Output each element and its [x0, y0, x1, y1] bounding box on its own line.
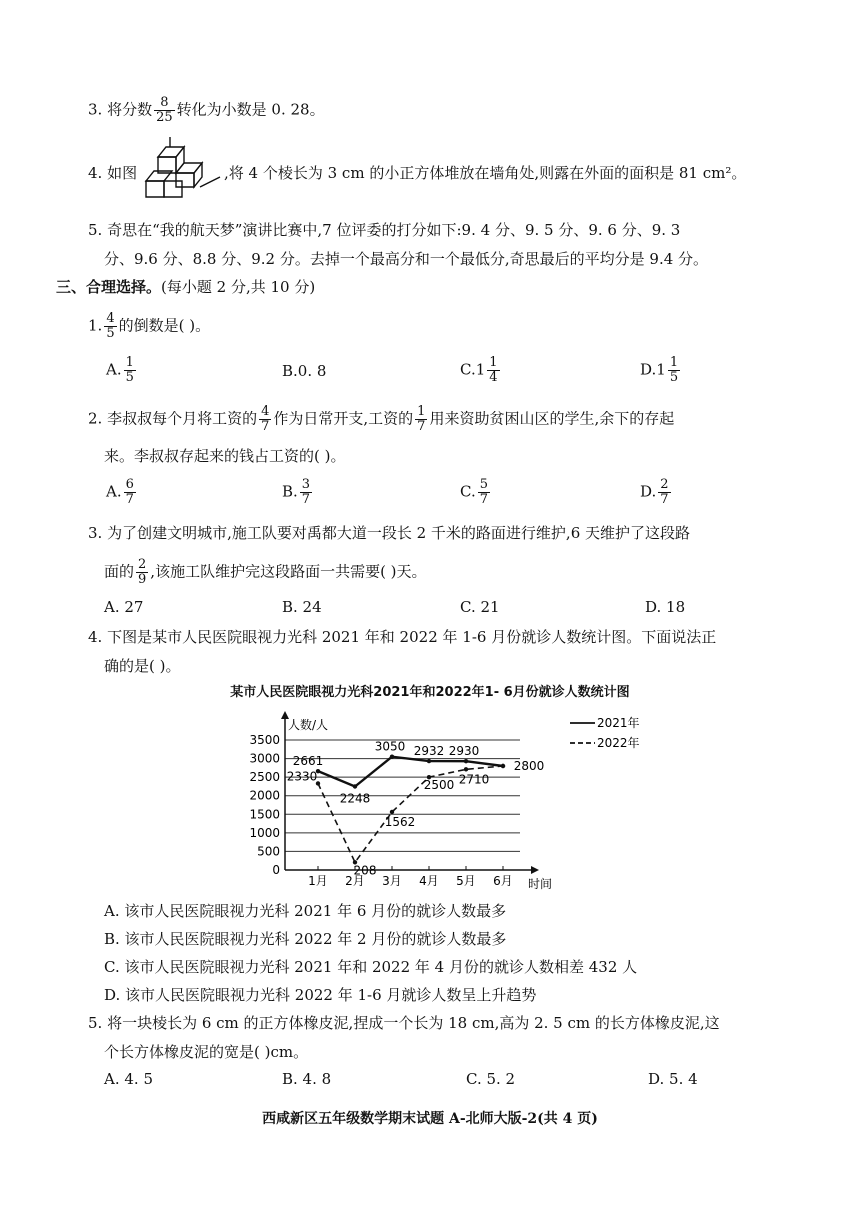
y-axis-label: 人数/人: [288, 718, 329, 732]
q2-stem-line1: [88, 405, 674, 434]
x-tick-label: 5月: [456, 874, 476, 888]
q1-option-b[interactable]: [282, 361, 326, 381]
q5-option-c[interactable]: C. 5. 2: [466, 1070, 516, 1088]
data-point: [427, 759, 431, 763]
q3-text-a: 面的: [104, 562, 135, 581]
option-label: B.: [282, 362, 298, 380]
q5-option-b[interactable]: B. 4. 8: [282, 1070, 332, 1088]
data-point: [390, 755, 394, 759]
q4-stem-line2: 确的是( )。: [104, 657, 181, 675]
numerator: 4: [106, 311, 115, 326]
q4-option-a[interactable]: A. 该市人民医院眼视力光科 2021 年 6 月份的就诊人数最多: [104, 902, 507, 920]
denominator: 9: [138, 572, 147, 587]
denominator: 7: [660, 492, 669, 507]
data-label: 2248: [339, 791, 371, 806]
q4-option-c[interactable]: C. 该市人民医院眼视力光科 2021 年和 2022 年 4 月份的就诊人数相差 432 人: [104, 958, 638, 976]
fraction: [478, 478, 490, 507]
q2-option-b[interactable]: [282, 478, 314, 507]
data-label: 3050: [374, 739, 406, 754]
numerator: 6: [125, 477, 134, 492]
denominator: 7: [301, 492, 311, 507]
line-chart: [230, 705, 670, 895]
mixed-whole: 1: [656, 360, 666, 379]
data-label: 2661: [292, 754, 324, 769]
q2-option-d[interactable]: [640, 478, 673, 507]
q1-text: 的倒数是( )。: [118, 316, 211, 335]
option-label: D.: [640, 482, 657, 501]
data-label: 1562: [384, 814, 416, 829]
q4-stem-line1: 4. 下图是某市人民医院眼视力光科 2021 年和 2022 年 1-6 月份就诊人数统计图。下面说法正: [88, 628, 717, 646]
option-label: C.: [460, 482, 476, 501]
y-tick-label: 1500: [249, 807, 280, 822]
x-tick-label: 4月: [419, 874, 439, 888]
fraction: [104, 312, 116, 341]
judge-q3-post: 转化为小数是 0. 28。: [176, 100, 325, 119]
numerator: 4: [261, 404, 270, 419]
fraction: [136, 558, 148, 587]
data-point: [390, 810, 394, 814]
q1-stem: [88, 312, 210, 341]
denominator: 25: [156, 110, 173, 125]
q3-text-b: ,该施工队维护完这段路面一共需要( )天。: [150, 562, 427, 581]
q4-option-d[interactable]: D. 该市人民医院眼视力光科 2022 年 1-6 月就诊人数呈上升趋势: [104, 986, 537, 1004]
q3-stem-line2: [104, 558, 427, 587]
q2-text-c: 用来资助贫困山区的学生,余下的存起: [429, 409, 675, 428]
fraction: [487, 356, 499, 385]
judge-q4-pre: 4. 如图: [88, 164, 138, 182]
section-title: [56, 277, 315, 297]
q2-option-c[interactable]: [460, 478, 492, 507]
q2-text-a: 2. 李叔叔每个月将工资的: [88, 409, 258, 428]
q5-option-d[interactable]: D. 5. 4: [648, 1070, 698, 1088]
denominator: 7: [261, 419, 270, 434]
fraction: [668, 356, 680, 385]
option-label: A.: [106, 482, 122, 501]
data-label: 2800: [513, 759, 545, 773]
option-label: B.: [282, 482, 298, 501]
denominator: 5: [669, 370, 679, 385]
denominator: 4: [489, 370, 498, 385]
judge-q3-pre: 3. 将分数: [88, 100, 153, 119]
numerator: 1: [125, 355, 134, 370]
fraction: [259, 405, 271, 434]
judge-q5-line1: 5. 奇思在“我的航天梦”演讲比赛中,7 位评委的打分如下:9. 4 分、9. 5 分、9. 6 分、9. 3: [88, 221, 681, 239]
legend-label: 2022年: [597, 736, 640, 750]
data-label: 2710: [458, 772, 490, 787]
x-tick-label: 1月: [308, 874, 328, 888]
q3-option-c[interactable]: C. 21: [460, 598, 500, 616]
y-tick-label: 3500: [249, 733, 280, 747]
q1-number: 1.: [88, 316, 103, 335]
denominator: 7: [479, 492, 488, 507]
numerator: 1: [669, 355, 679, 370]
option-label: C.: [460, 360, 476, 379]
numerator: 2: [138, 557, 147, 572]
mixed-whole: 1: [475, 360, 486, 379]
judge-q4-text: ,将 4 个棱长为 3 cm 的小正方体堆放在墙角处,则露在外面的面积是 81 cm²。: [224, 164, 747, 182]
x-axis-label: 时间: [528, 877, 553, 891]
fraction: [154, 96, 175, 125]
data-label: 2500: [423, 778, 455, 793]
chart-title: 某市人民医院眼视力光科2021年和2022年1- 6月份就诊人数统计图: [230, 685, 630, 700]
x-tick-label: 2月: [345, 874, 365, 888]
q1-option-d[interactable]: [640, 356, 682, 385]
q1-option-a[interactable]: [106, 356, 138, 385]
cube-stack-figure: [140, 135, 222, 199]
y-tick-label: 0: [272, 863, 280, 877]
data-point: [464, 759, 468, 763]
denominator: 5: [106, 326, 115, 341]
judge-q5-line2: 分、9.6 分、8.8 分、9.2 分。去掉一个最高分和一个最低分,奇思最后的平均分是 9.4 分。: [104, 250, 709, 268]
x-axis-arrow: [531, 866, 539, 874]
fraction: [415, 405, 427, 434]
q4-option-b[interactable]: B. 该市人民医院眼视力光科 2022 年 2 月份的就诊人数最多: [104, 930, 507, 948]
fraction: [300, 478, 312, 507]
option-label: A.: [106, 360, 122, 379]
q5-stem-line2: 个长方体橡皮泥的宽是( )cm。: [104, 1043, 309, 1061]
y-tick-label: 2000: [249, 788, 280, 803]
numerator: 5: [479, 477, 488, 492]
judge-q3: [88, 96, 325, 125]
denominator: 5: [125, 370, 134, 385]
y-tick-label: 500: [257, 844, 280, 859]
q5-stem-line1: 5. 将一块棱长为 6 cm 的正方体橡皮泥,捏成一个长为 18 cm,高为 2. 5 cm 的长方体橡皮泥,这: [88, 1014, 720, 1032]
numerator: 1: [417, 404, 426, 419]
data-label: 2330: [286, 769, 318, 784]
page-footer: 西咸新区五年级数学期末试题 A-北师大版-2(共 4 页): [262, 1111, 598, 1127]
data-label: 2930: [448, 744, 480, 759]
fraction: [658, 478, 670, 507]
q2-text-b: 作为日常开支,工资的: [273, 409, 414, 428]
legend-label: 2021年: [597, 716, 640, 730]
q3-option-a[interactable]: A. 27: [104, 598, 144, 616]
data-point: [353, 784, 357, 788]
denominator: 7: [125, 492, 134, 507]
section-heading: 三、合理选择。: [56, 278, 162, 296]
q3-option-d[interactable]: D. 18: [645, 598, 686, 616]
x-tick-label: 3月: [382, 874, 402, 888]
option-text: 0. 8: [297, 362, 327, 380]
fraction: [124, 478, 136, 507]
data-point: [501, 764, 505, 768]
q2-stem-line2: 来。李叔叔存起来的钱占工资的( )。: [104, 447, 346, 465]
y-tick-label: 3000: [249, 751, 280, 766]
y-tick-label: 2500: [249, 770, 280, 785]
q1-option-c[interactable]: [460, 356, 502, 385]
denominator: 7: [417, 419, 426, 434]
data-point: [464, 767, 468, 771]
q2-option-a[interactable]: [106, 478, 138, 507]
q5-option-a[interactable]: A. 4. 5: [104, 1070, 153, 1088]
numerator: 1: [489, 355, 498, 370]
q3-option-b[interactable]: B. 24: [282, 598, 322, 616]
numerator: 2: [660, 477, 669, 492]
fraction: [124, 356, 136, 385]
data-label: 208: [353, 863, 377, 878]
y-tick-label: 1000: [249, 825, 280, 840]
numerator: 8: [154, 96, 175, 111]
x-tick-label: 6月: [493, 874, 513, 888]
q3-stem-line1: 3. 为了创建文明城市,施工队要对禹都大道一段长 2 千米的路面进行维护,6 天维护了这段路: [88, 524, 691, 542]
judge-q4: [88, 163, 137, 183]
numerator: 3: [301, 477, 311, 492]
option-label: D.: [640, 360, 657, 379]
data-label: 2932: [413, 744, 445, 759]
section-note: (每小题 2 分,共 10 分): [161, 278, 316, 296]
